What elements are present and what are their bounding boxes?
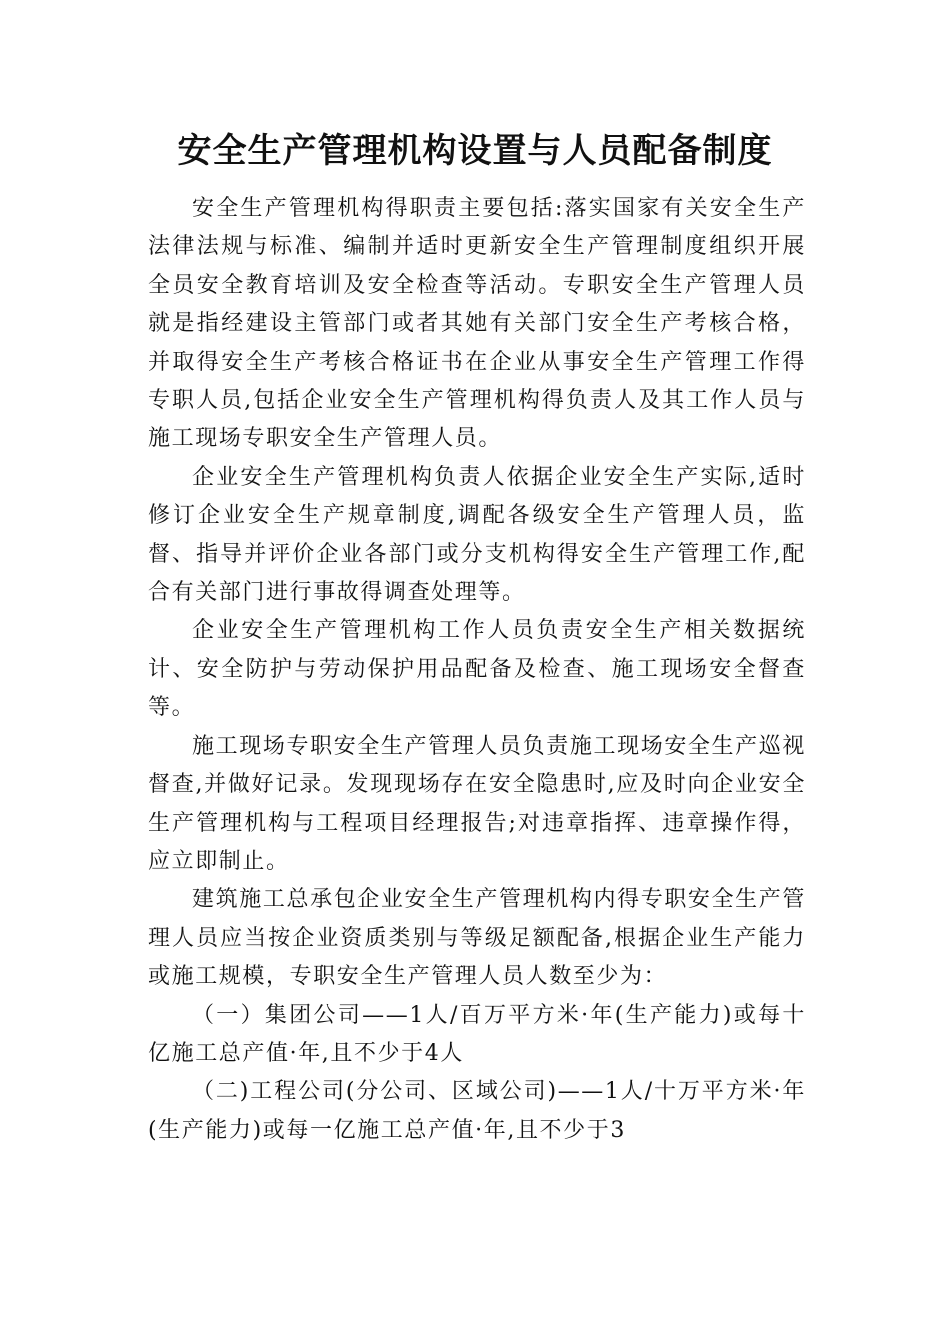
- document-body: [148, 190, 806, 1150]
- paragraph-duties: 安全生产管理机构得职责主要包括:落实国家有关安全生产法律法规与标准、编制并适时更新安全生产管理制度组织开展全员安全教育培训及安全检查等活动。专职安全生产管理人员就是指经建设主管部门或者其她有关部门安全生产考核合格，并取得安全生产考核合格证书在企业从事安全生产管理工作得专职人员,包括企业安全生产管理机构得负责人及其工作人员与施工现场专职安全生产管理人员。: [148, 196, 806, 452]
- paragraph-staffing-requirements: 建筑施工总承包企业安全生产管理机构内得专职安全生产管理人员应当按企业资质类别与等级足额配备,根据企业生产能力或施工规模，专职安全生产管理人员人数至少为：: [148, 887, 806, 990]
- paragraph-head-responsibilities: 企业安全生产管理机构负责人依据企业安全生产实际,适时修订企业安全生产规章制度,调配各级安全生产管理人员，监督、指导并评价企业各部门或分支机构得安全生产管理工作,配合有关部门进行事故得调查处理等。: [148, 464, 806, 606]
- paragraph-staff-responsibilities: 企业安全生产管理机构工作人员负责安全生产相关数据统计、安全防护与劳动保护用品配备及检查、施工现场安全督查等。: [148, 618, 806, 721]
- paragraph-item-group-company: （一）集团公司——1人/百万平方米·年(生产能力)或每十亿施工总产值·年,且不少于4人: [148, 1002, 806, 1066]
- paragraph-site-responsibilities: 施工现场专职安全生产管理人员负责施工现场安全生产巡视督查,并做好记录。发现现场存在安全隐患时,应及时向企业安全生产管理机构与工程项目经理报告;对违章指挥、违章操作得，应立即制止。: [148, 733, 806, 874]
- paragraph-item-engineering-company: （二)工程公司(分公司、区域公司)——1人/十万平方米·年(生产能力)或每一亿施工总产值·年,且不少于3: [148, 1079, 806, 1143]
- document-title: 安全生产管理机构设置与人员配备制度: [177, 131, 773, 171]
